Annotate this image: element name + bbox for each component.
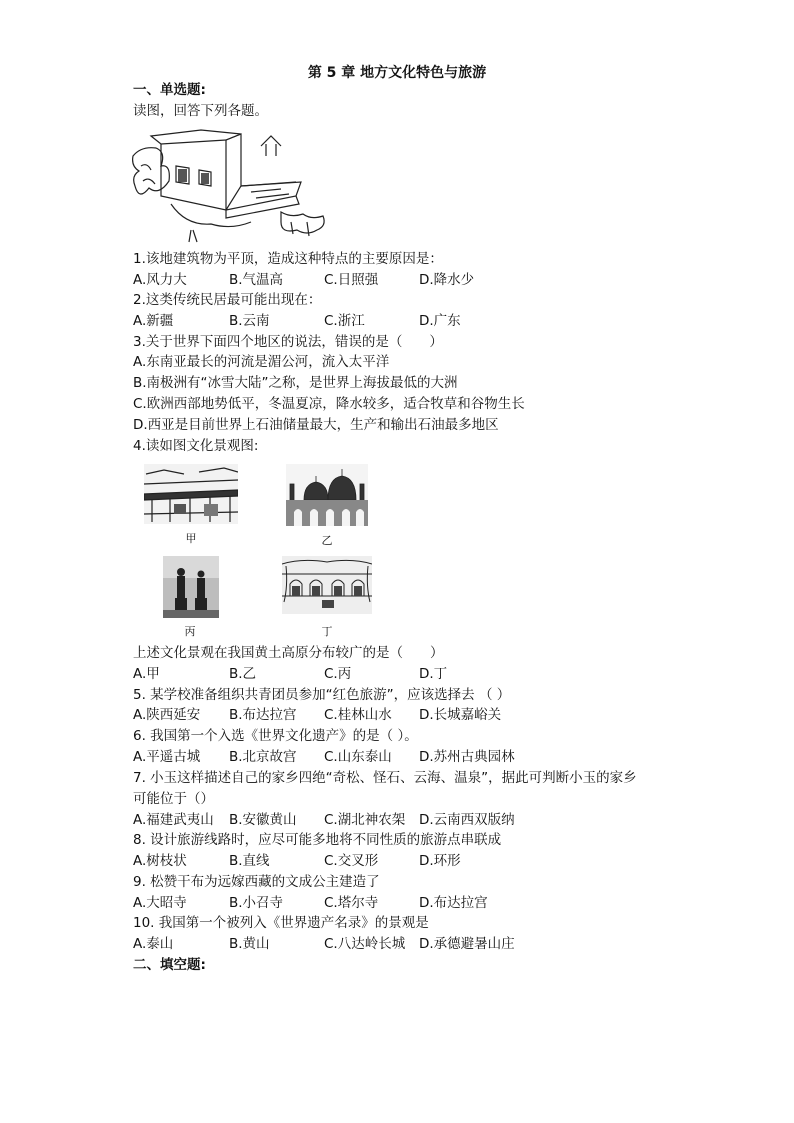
- caption-ding: 丁: [321, 625, 333, 638]
- option-c: C.丙: [324, 666, 352, 682]
- question-8: 8. 设计旅游线路时，应尽可能多地将不同性质的旅游点串联成: [133, 832, 502, 848]
- question-7: 7. 小玉这样描述自己的家乡四绝“奇松、怪石、云海、温泉”，据此可判断小玉的家乡: [133, 770, 637, 786]
- page-title: 第 5 章 地方文化特色与旅游: [307, 65, 487, 81]
- question-6: 6. 我国第一个入选《世界文化遗产》的是（ ）。: [133, 728, 418, 744]
- option-c: C.山东泰山: [324, 749, 392, 765]
- caption-bing: 丙: [184, 625, 196, 638]
- question-4: 4.读如图文化景观图:: [133, 438, 259, 454]
- option-a: A.福建武夷山: [133, 812, 214, 828]
- landscape-image-jia: [144, 464, 238, 524]
- option-c: C.桂林山水: [324, 707, 392, 723]
- caption-yi: 乙: [321, 534, 333, 547]
- option-b: B.云南: [229, 313, 270, 329]
- section-fill-in: 二、填空题:: [133, 957, 206, 973]
- option-a: A.风力大: [133, 272, 187, 288]
- question-4-stem: 上述文化景观在我国黄土高原分布较广的是（ ）: [133, 645, 444, 661]
- question-3-option-c: C.欧洲西部地势低平，冬温夏凉，降水较多，适合牧草和谷物生长: [133, 396, 525, 412]
- question-3: 3.关于世界下面四个地区的说法，错误的是（ ）: [133, 334, 443, 350]
- option-b: B.乙: [229, 666, 257, 682]
- caption-jia: 甲: [185, 532, 197, 545]
- option-a: A.泰山: [133, 936, 174, 952]
- option-d: D.降水少: [419, 272, 475, 288]
- option-b: B.北京故宫: [229, 749, 297, 765]
- option-c: C.浙江: [324, 313, 365, 329]
- option-b: B.直线: [229, 853, 270, 869]
- option-d: D.苏州古典园林: [419, 749, 515, 765]
- option-a: A.甲: [133, 666, 160, 682]
- question-3-option-d: D.西亚是目前世界上石油储量最大，生产和输出石油最多地区: [133, 417, 499, 433]
- option-d: D.环形: [419, 853, 461, 869]
- option-a: A.大昭寺: [133, 895, 187, 911]
- option-c: C.八达岭长城: [324, 936, 406, 952]
- option-a: A.树枝状: [133, 853, 187, 869]
- option-c: C.交叉形: [324, 853, 379, 869]
- option-d: D.广东: [419, 313, 461, 329]
- option-c: C.日照强: [324, 272, 379, 288]
- question-2: 2.这类传统民居最可能出现在：: [133, 292, 322, 308]
- option-d: D.布达拉宫: [419, 895, 488, 911]
- option-b: B.安徽黄山: [229, 812, 297, 828]
- option-c: C.塔尔寺: [324, 895, 379, 911]
- option-a: A.陕西延安: [133, 707, 201, 723]
- landscape-image-yi: [286, 464, 368, 526]
- question-3-option-b: B.南极洲有“冰雪大陆”之称，是世界上海拔最低的大洲: [133, 375, 458, 391]
- option-b: B.气温高: [229, 272, 284, 288]
- intro-text: 读图，回答下列各题。: [133, 103, 268, 119]
- option-a: A.新疆: [133, 313, 174, 329]
- landscape-image-bing: [163, 556, 219, 618]
- question-7-continued: 可能位于（）: [133, 791, 214, 807]
- question-5: 5. 某学校准备组织共青团员参加“红色旅游”，应该选择去 （ ）: [133, 687, 511, 703]
- option-d: D.承德避暑山庄: [419, 936, 515, 952]
- question-9: 9. 松赞干布为远嫁西藏的文成公主建造了: [133, 874, 380, 890]
- flat-roof-house-illustration: [131, 126, 331, 246]
- option-b: B.小召寺: [229, 895, 284, 911]
- option-d: D.云南西双版纳: [419, 812, 515, 828]
- option-a: A.平遥古城: [133, 749, 201, 765]
- option-c: C.湖北神农架: [324, 812, 406, 828]
- question-3-option-a: A.东南亚最长的河流是湄公河，流入太平洋: [133, 354, 390, 370]
- landscape-image-ding: [282, 556, 372, 614]
- option-b: B.黄山: [229, 936, 270, 952]
- section-single-choice: 一、单选题:: [133, 82, 206, 98]
- option-d: D.长城嘉峪关: [419, 707, 502, 723]
- option-d: D.丁: [419, 666, 448, 682]
- question-10: 10. 我国第一个被列入《世界遗产名录》的景观是: [133, 915, 429, 931]
- option-b: B.布达拉宫: [229, 707, 297, 723]
- question-1: 1.该地建筑物为平顶，造成这种特点的主要原因是：: [133, 251, 443, 267]
